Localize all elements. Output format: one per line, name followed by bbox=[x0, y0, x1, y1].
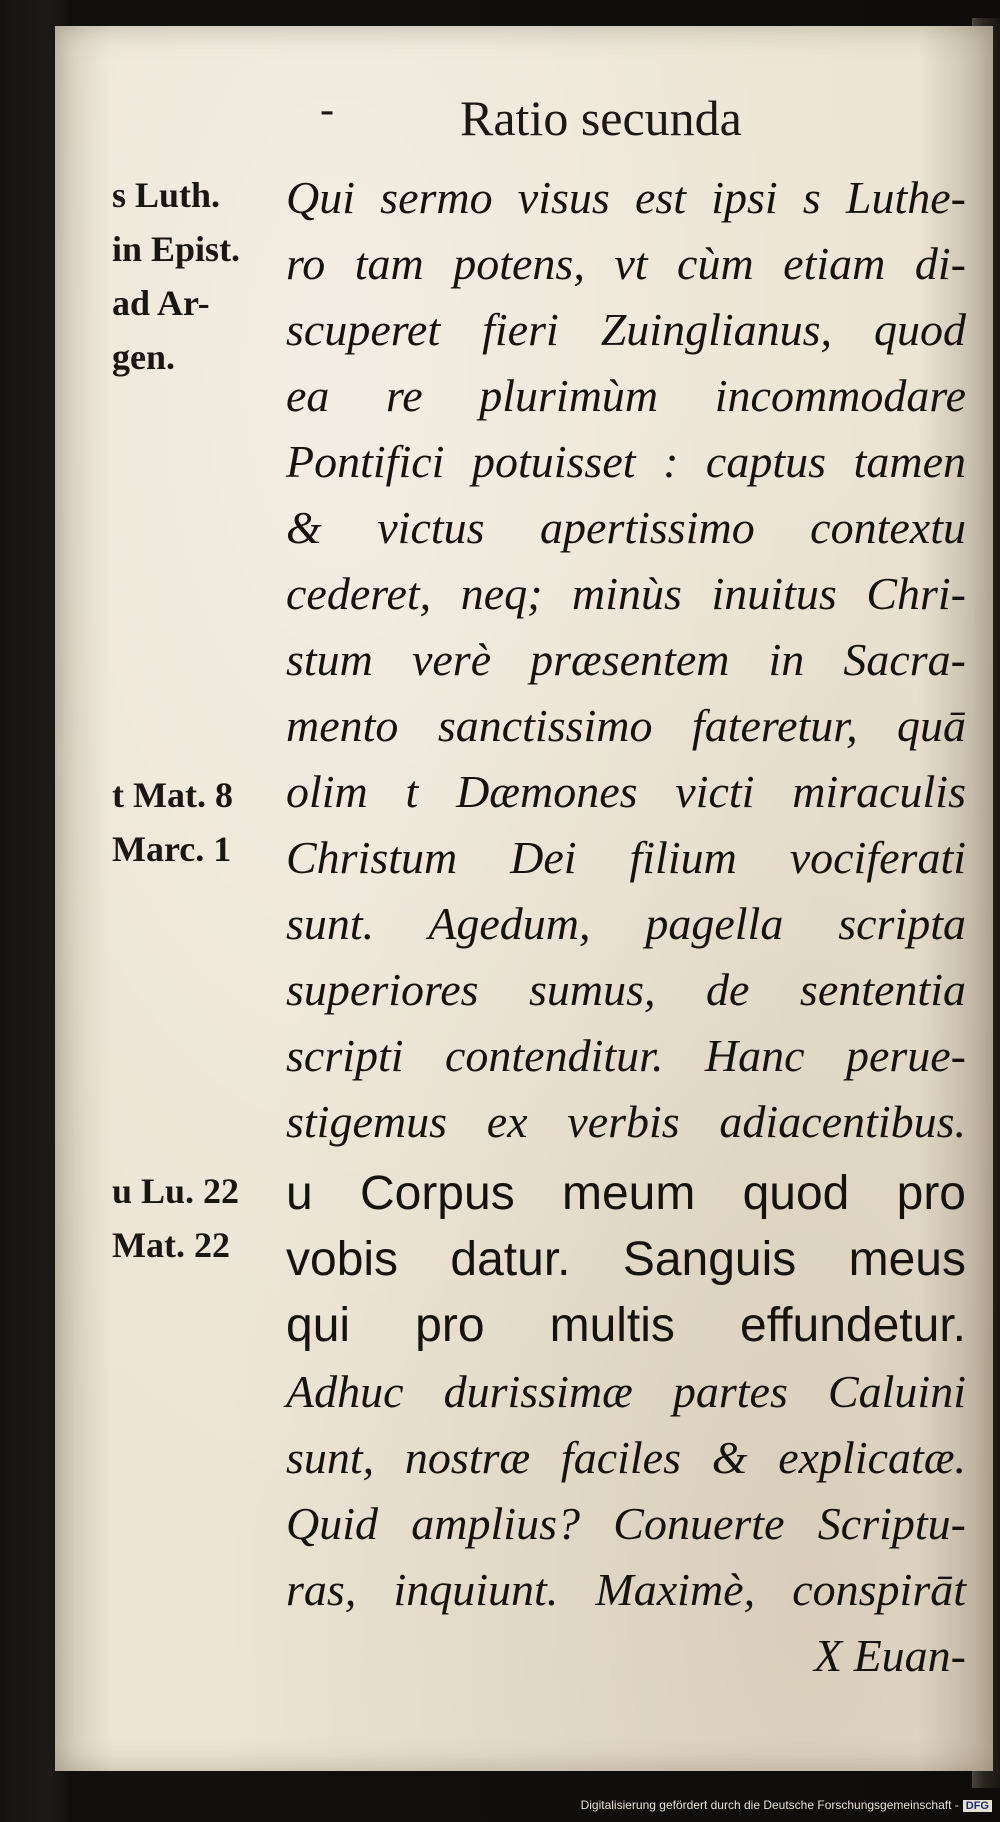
dfg-logo: DFG bbox=[963, 1800, 992, 1812]
scripture-quote-line: qui pro multis effundetur. bbox=[286, 1299, 966, 1352]
margin-note-line: ad Ar- bbox=[112, 283, 210, 323]
margin-note-line: Marc. 1 bbox=[112, 829, 232, 869]
margin-note-line: Mat. 22 bbox=[112, 1225, 230, 1265]
text-line: stigemus ex verbis adiacentibus. bbox=[286, 1096, 966, 1147]
text-line: sunt, nostræ faciles & explicatæ. bbox=[286, 1432, 966, 1483]
margin-note-line: in Epist. bbox=[112, 229, 241, 269]
running-head-title: Ratio secunda bbox=[460, 90, 742, 146]
scripture-quote-line: vobis datur. Sanguis meus bbox=[286, 1233, 966, 1286]
text-line: cederet, neq; minùs inuitus Chri- bbox=[286, 568, 966, 619]
text-line: superiores sumus, de sententia bbox=[286, 964, 966, 1015]
running-head-mark: - bbox=[320, 87, 334, 133]
text-line: ro tam potens, vt cùm etiam di- bbox=[286, 238, 966, 289]
text-line: Christum Dei filium vociferati bbox=[286, 832, 966, 883]
text-line: stum verè præsentem in Sacra- bbox=[286, 634, 966, 685]
margin-note-line: u Lu. 22 bbox=[112, 1171, 240, 1211]
credit-text: Digitalisierung gefördert durch die Deutsche Forschungsgemeinschaft - bbox=[580, 1798, 959, 1812]
margin-note-line: gen. bbox=[112, 337, 175, 377]
catchword: X Euan- bbox=[813, 1630, 966, 1681]
text-line: Pontifici potuisset : captus tamen bbox=[286, 436, 966, 487]
text-line: Quid amplius? Conuerte Scriptu- bbox=[286, 1498, 966, 1549]
margin-note-line: t Mat. 8 bbox=[112, 775, 233, 815]
text-line: Adhuc durissimæ partes Caluini bbox=[286, 1366, 966, 1417]
scripture-quote-line: u Corpus meum quod pro bbox=[286, 1167, 966, 1220]
text-line: sunt. Agedum, pagella scripta bbox=[286, 898, 966, 949]
text-line: mento sanctissimo fateretur, quā bbox=[286, 700, 966, 751]
text-line: olim t Dæmones victi miraculis bbox=[286, 766, 966, 817]
margin-note-luther bbox=[112, 168, 282, 384]
margin-note-line: s Luth. bbox=[112, 175, 221, 215]
text-line: scripti contenditur. Hanc perue- bbox=[286, 1030, 966, 1081]
text-line: Qui sermo visus est ipsi s Luthe- bbox=[286, 172, 966, 223]
margin-note-luke-matthew bbox=[112, 1164, 282, 1272]
text-line: scuperet fieri Zuinglianus, quod bbox=[286, 304, 966, 355]
text-line: & victus apertissimo contextu bbox=[286, 502, 966, 553]
text-line: ras, inquiunt. Maximè, conspirāt bbox=[286, 1564, 966, 1615]
text-line: ea re plurimùm incommodare bbox=[286, 370, 966, 421]
digitization-credit bbox=[581, 1798, 992, 1812]
margin-note-matthew-mark bbox=[112, 768, 282, 876]
